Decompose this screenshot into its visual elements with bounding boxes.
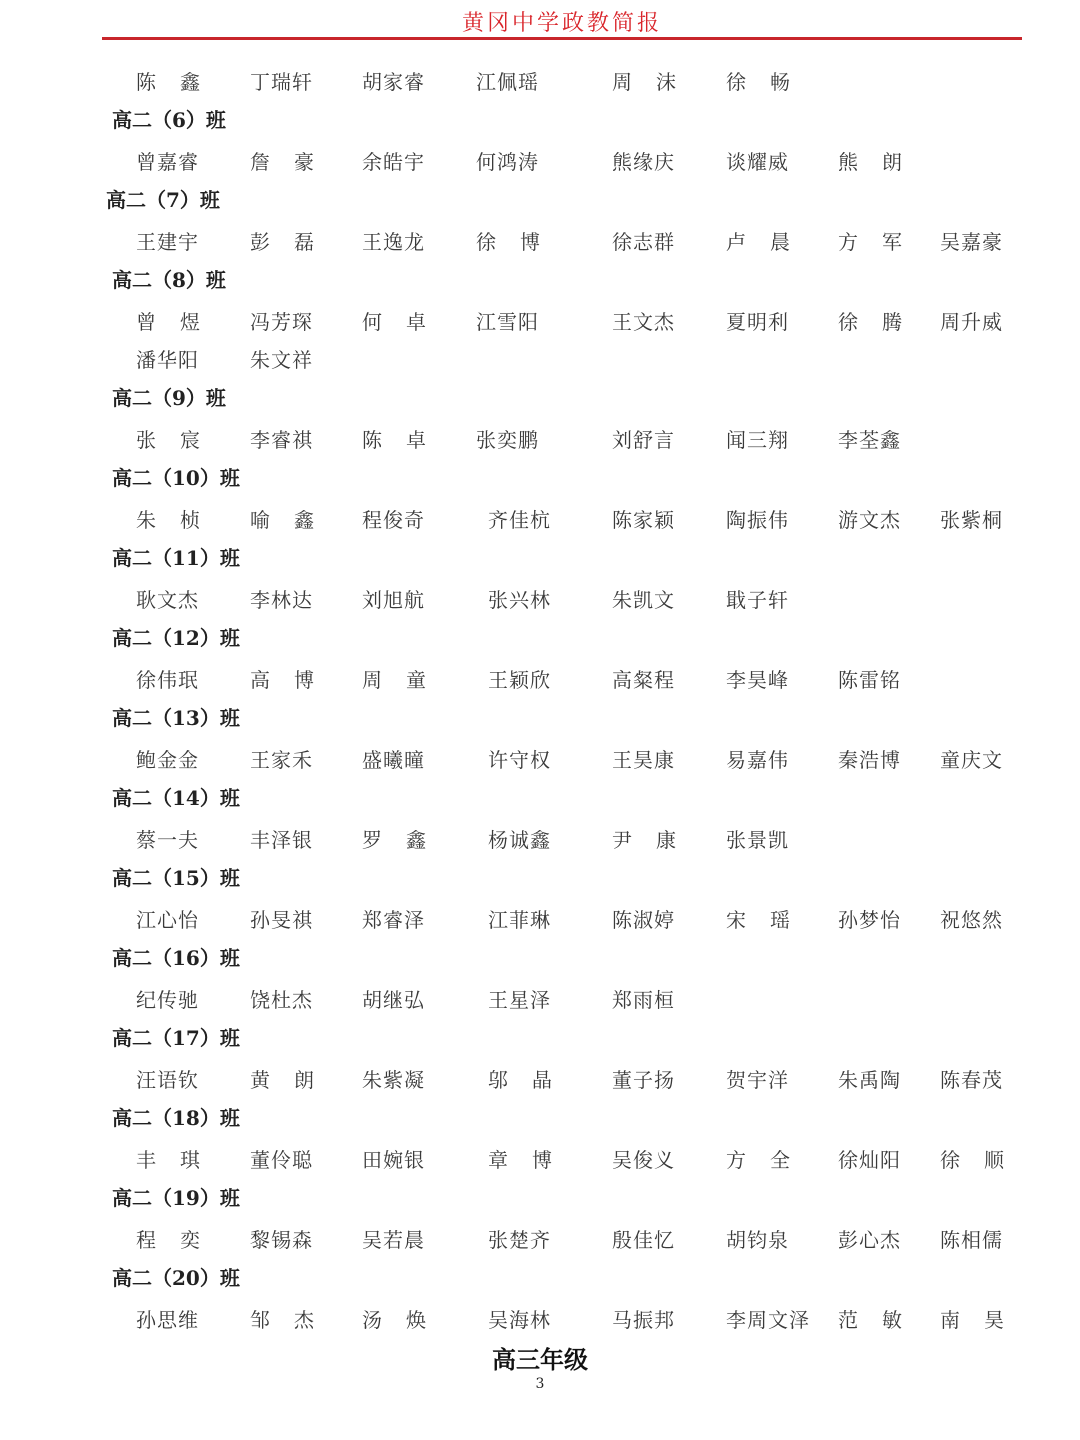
student-name: 李睿祺: [250, 428, 313, 452]
student-name: 陈相儒: [940, 1228, 1003, 1252]
student-name: 方军: [838, 230, 926, 254]
student-name: 秦浩博: [838, 748, 901, 772]
student-name: 田婉银: [362, 1148, 425, 1172]
student-name: 徐灿阳: [838, 1148, 901, 1172]
student-name: 王颖欣: [488, 668, 551, 692]
student-name: 张宸: [136, 428, 224, 452]
student-name: 范敏: [838, 1308, 926, 1332]
student-name: 尹康: [612, 828, 700, 852]
student-name: 许守权: [488, 748, 551, 772]
student-name: 詹豪: [250, 150, 338, 174]
student-name: 孙梦怡: [838, 908, 901, 932]
student-name: 祝悠然: [940, 908, 1003, 932]
student-name: 王昊康: [612, 748, 675, 772]
student-name: 陶振伟: [726, 508, 789, 532]
class-heading: 高二（13）班: [112, 706, 240, 730]
student-name: 南昊: [940, 1308, 1028, 1332]
student-name: 陈家颖: [612, 508, 675, 532]
student-name: 宋瑶: [726, 908, 814, 932]
student-name: 邬晶: [488, 1068, 576, 1092]
student-name: 陈淑婷: [612, 908, 675, 932]
student-name: 朱桢: [136, 508, 224, 532]
student-name: 朱紫凝: [362, 1068, 425, 1092]
student-name: 戢子轩: [726, 588, 789, 612]
student-name: 盛曦曈: [362, 748, 425, 772]
student-name: 丁瑞轩: [250, 70, 313, 94]
class-heading: 高二（14）班: [112, 786, 240, 810]
student-name: 朱禹陶: [838, 1068, 901, 1092]
student-name: 周童: [362, 668, 450, 692]
student-name: 罗鑫: [362, 828, 450, 852]
student-name: 胡继弘: [362, 988, 425, 1012]
student-name: 张奕鹏: [476, 428, 539, 452]
student-name: 孙旻祺: [250, 908, 313, 932]
student-name: 李周文泽: [726, 1308, 810, 1332]
student-name: 齐佳杭: [488, 508, 551, 532]
student-name: 朱凯文: [612, 588, 675, 612]
student-name: 李林达: [250, 588, 313, 612]
class-heading: 高二（16）班: [112, 946, 240, 970]
student-name: 江心怡: [136, 908, 199, 932]
student-name: 纪传驰: [136, 988, 199, 1012]
student-name: 朱文祥: [250, 348, 313, 372]
student-name: 王逸龙: [362, 230, 425, 254]
student-name: 彭磊: [250, 230, 338, 254]
student-name: 徐畅: [726, 70, 814, 94]
student-name: 鲍金金: [136, 748, 199, 772]
student-name: 吴嘉豪: [940, 230, 1003, 254]
student-name: 董子扬: [612, 1068, 675, 1092]
student-name: 冯芳琛: [250, 310, 313, 334]
student-name: 徐志群: [612, 230, 675, 254]
student-name: 徐伟珉: [136, 668, 199, 692]
student-name: 高博: [250, 668, 338, 692]
student-name: 徐顺: [940, 1148, 1028, 1172]
student-name: 潘华阳: [136, 348, 199, 372]
student-name: 丰琪: [136, 1148, 224, 1172]
student-name: 李昊峰: [726, 668, 789, 692]
student-name: 陈鑫: [136, 70, 224, 94]
student-name: 高粲程: [612, 668, 675, 692]
student-name: 马振邦: [612, 1308, 675, 1332]
student-name: 夏明利: [726, 310, 789, 334]
student-name: 方全: [726, 1148, 814, 1172]
student-name: 郑睿泽: [362, 908, 425, 932]
student-name: 王建宇: [136, 230, 199, 254]
student-name: 胡钧泉: [726, 1228, 789, 1252]
student-name: 张景凯: [726, 828, 789, 852]
class-heading: 高二（9）班: [112, 386, 226, 410]
student-name: 王文杰: [612, 310, 675, 334]
student-name: 王家禾: [250, 748, 313, 772]
class-heading: 高二（19）班: [112, 1186, 240, 1210]
student-name: 胡家睿: [362, 70, 425, 94]
student-name: 余皓宇: [362, 150, 425, 174]
student-name: 郑雨桓: [612, 988, 675, 1012]
student-name: 王星泽: [488, 988, 551, 1012]
student-name: 董伶聪: [250, 1148, 313, 1172]
student-name: 周升威: [940, 310, 1003, 334]
student-name: 刘旭航: [362, 588, 425, 612]
student-name: 徐博: [476, 230, 564, 254]
student-name: 吴若晨: [362, 1228, 425, 1252]
student-name: 汪语钦: [136, 1068, 199, 1092]
page-number: 3: [535, 1376, 545, 1392]
student-name: 彭心杰: [838, 1228, 901, 1252]
student-name: 何鸿涛: [476, 150, 539, 174]
student-name: 周沫: [612, 70, 700, 94]
student-name: 杨诚鑫: [488, 828, 551, 852]
student-name: 易嘉伟: [726, 748, 789, 772]
student-name: 耿文杰: [136, 588, 199, 612]
student-name: 黎锡森: [250, 1228, 313, 1252]
student-name: 熊缘庆: [612, 150, 675, 174]
student-name: 饶杜杰: [250, 988, 313, 1012]
student-name: 张楚齐: [488, 1228, 551, 1252]
class-heading: 高二（11）班: [112, 546, 240, 570]
student-name: 吴俊义: [612, 1148, 675, 1172]
student-name: 徐腾: [838, 310, 926, 334]
class-heading: 高二（17）班: [112, 1026, 240, 1050]
student-name: 江雪阳: [476, 310, 539, 334]
class-heading: 高二（18）班: [112, 1106, 240, 1130]
student-name: 程奕: [136, 1228, 224, 1252]
class-heading: 高二（6）班: [112, 108, 226, 132]
student-name: 陈卓: [362, 428, 450, 452]
class-heading: 高二（15）班: [112, 866, 240, 890]
student-name: 张紫桐: [940, 508, 1003, 532]
student-name: 曾煜: [136, 310, 224, 334]
student-name: 邹杰: [250, 1308, 338, 1332]
student-name: 陈春茂: [940, 1068, 1003, 1092]
student-name: 丰泽银: [250, 828, 313, 852]
student-name: 江佩瑶: [476, 70, 539, 94]
student-name: 熊朗: [838, 150, 926, 174]
student-name: 刘舒言: [612, 428, 675, 452]
student-name: 殷佳忆: [612, 1228, 675, 1252]
student-name: 曾嘉睿: [136, 150, 199, 174]
student-name: 谈耀威: [726, 150, 789, 174]
student-name: 吴海林: [488, 1308, 551, 1332]
student-name: 汤焕: [362, 1308, 450, 1332]
class-heading: 高二（10）班: [112, 466, 240, 490]
student-name: 张兴林: [488, 588, 551, 612]
student-name: 童庆文: [940, 748, 1003, 772]
class-heading: 高二（8）班: [112, 268, 226, 292]
student-name: 贺宇洋: [726, 1068, 789, 1092]
student-name: 李荃鑫: [838, 428, 901, 452]
student-name: 章博: [488, 1148, 576, 1172]
student-name: 何卓: [362, 310, 450, 334]
student-name: 卢晨: [726, 230, 814, 254]
class-heading: 高二（20）班: [112, 1266, 240, 1290]
student-name: 孙思维: [136, 1308, 199, 1332]
student-name: 程俊奇: [362, 508, 425, 532]
grade-title: 高三年级: [492, 1346, 588, 1374]
student-name: 陈雷铭: [838, 668, 901, 692]
student-name: 游文杰: [838, 508, 901, 532]
student-name: 江菲琳: [488, 908, 551, 932]
student-name: 黄朗: [250, 1068, 338, 1092]
class-heading: 高二（7）班: [106, 188, 220, 212]
student-name: 闻三翔: [726, 428, 789, 452]
class-heading: 高二（12）班: [112, 626, 240, 650]
newsletter-title: 黄冈中学政教简报: [461, 11, 662, 36]
student-name: 蔡一夫: [136, 828, 199, 852]
student-name: 喻鑫: [250, 508, 338, 532]
